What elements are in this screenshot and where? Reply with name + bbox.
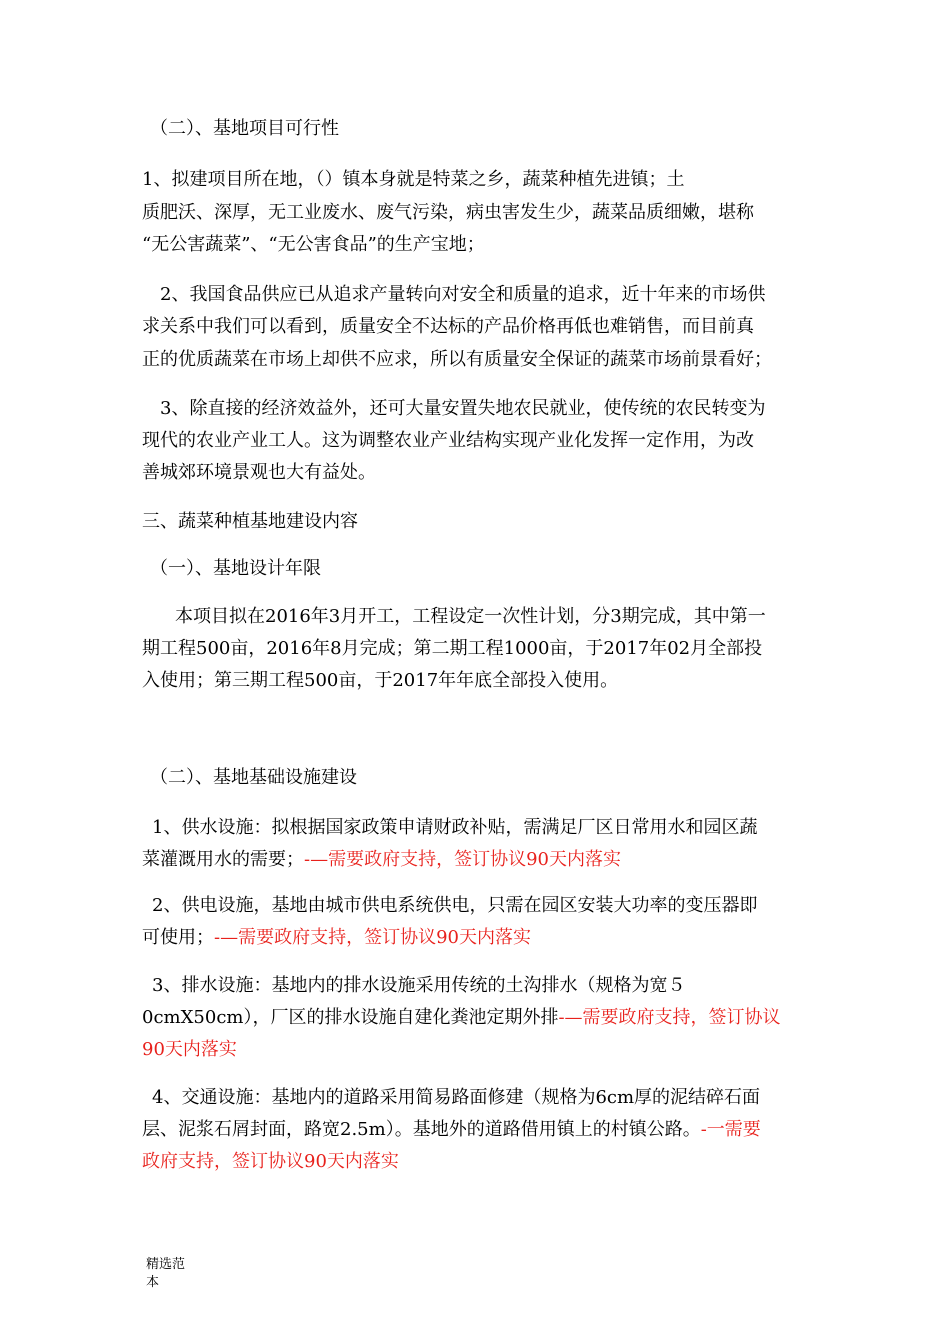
paragraph-line bbox=[142, 926, 531, 950]
section-heading-feasibility bbox=[150, 117, 339, 141]
text: （二）、基地项目可行性 bbox=[150, 118, 339, 139]
text: 2、供电设施，基地由城市供电系统供电，只需在园区安装大功率的变压器即 bbox=[152, 895, 758, 916]
paragraph-line bbox=[175, 605, 766, 629]
text: 0cmX50cm），厂区的排水设施自建化粪池定期外排 bbox=[142, 1007, 559, 1028]
text: 三、蔬菜种植基地建设内容 bbox=[142, 511, 358, 532]
paragraph-line bbox=[152, 894, 757, 918]
paragraph-line bbox=[142, 637, 762, 661]
page-footer bbox=[146, 1256, 206, 1292]
paragraph-line bbox=[142, 1150, 399, 1174]
paragraph-line bbox=[142, 201, 754, 225]
text: 本项目拟在2016年3月开工，工程设定一次性计划，分3期完成，其中第一 bbox=[175, 606, 766, 627]
text: 求关系中我们可以看到，质量安全不达标的产品价格再低也难销售，而目前真 bbox=[142, 316, 754, 337]
paragraph-line bbox=[160, 397, 765, 421]
government-support-note: 政府支持，签订协议90天内落实 bbox=[142, 1151, 399, 1172]
text: 可使用； bbox=[142, 927, 214, 948]
text: 3、除直接的经济效益外，还可大量安置失地农民就业，使传统的农民转变为 bbox=[160, 398, 766, 419]
government-support-note: -—需要政府支持，签订协议90天内落实 bbox=[214, 927, 531, 948]
text: 现代的农业产业工人。这为调整农业产业结构实现产业化发挥一定作用，为改 bbox=[142, 430, 754, 451]
paragraph-line bbox=[142, 233, 485, 257]
text: 质肥沃、深厚，无工业废水、废气污染，病虫害发生少，蔬菜品质细嫩，堪称 bbox=[142, 202, 754, 223]
paragraph-line bbox=[152, 816, 757, 840]
paragraph-line bbox=[142, 1006, 781, 1030]
government-support-note: -—需要政府支持，签订协议90天内落实 bbox=[304, 849, 621, 870]
text: （一）、基地设计年限 bbox=[150, 558, 321, 579]
government-support-note: -—需要政府支持，签订协议 bbox=[558, 1007, 781, 1028]
text: 菜灌溉用水的需要； bbox=[142, 849, 304, 870]
paragraph-line bbox=[152, 974, 685, 998]
footer-line: 本 bbox=[146, 1275, 160, 1290]
government-support-note: 90天内落实 bbox=[142, 1039, 237, 1060]
text: 正的优质蔬菜在市场上却供不应求，所以有质量安全保证的蔬菜市场前景看好； bbox=[142, 349, 772, 370]
government-support-note: -一需要 bbox=[700, 1119, 761, 1140]
footer-line: 精选范 bbox=[146, 1257, 186, 1272]
paragraph-line bbox=[142, 429, 754, 453]
text: “无公害蔬菜”、“无公害食品”的生产宝地； bbox=[142, 234, 485, 255]
paragraph-line bbox=[142, 1118, 761, 1142]
text: 善城郊环境景观也大有益处。 bbox=[142, 462, 376, 483]
text: 4、交通设施：基地内的道路采用简易路面修建（规格为6cm厚的泥结碎石面 bbox=[152, 1087, 761, 1108]
text: 2、我国食品供应已从追求产量转向对安全和质量的追求，近十年来的市场供 bbox=[160, 284, 766, 305]
paragraph-line bbox=[142, 669, 618, 693]
paragraph-line bbox=[142, 461, 376, 485]
section-heading-construction bbox=[142, 510, 358, 534]
paragraph-line bbox=[142, 168, 684, 192]
text: 入使用；第三期工程500亩，于2017年年底全部投入使用。 bbox=[142, 670, 619, 691]
text: 1、拟建项目所在地，（）镇本身就是特菜之乡，蔬菜种植先进镇；土 bbox=[142, 169, 685, 190]
paragraph-line bbox=[152, 1086, 760, 1110]
text: 层、泥浆石屑封面，路宽2.5m）。基地外的道路借用镇上的村镇公路。 bbox=[142, 1119, 701, 1140]
text: 期工程500亩，2016年8月完成；第二期工程1000亩，于2017年02月全部投 bbox=[142, 638, 763, 659]
text: 1、供水设施：拟根据国家政策申请财政补贴，需满足厂区日常用水和园区蔬 bbox=[152, 817, 758, 838]
paragraph-line bbox=[142, 348, 772, 372]
paragraph-line bbox=[142, 848, 621, 872]
paragraph-line bbox=[160, 283, 765, 307]
paragraph-line bbox=[142, 315, 754, 339]
section-heading-design-period bbox=[150, 557, 321, 581]
text: （二）、基地基础设施建设 bbox=[150, 767, 357, 788]
paragraph-line bbox=[142, 1038, 237, 1062]
text: 3、排水设施：基地内的排水设施采用传统的土沟排水（规格为宽５ bbox=[152, 975, 686, 996]
section-heading-infrastructure bbox=[150, 766, 357, 790]
